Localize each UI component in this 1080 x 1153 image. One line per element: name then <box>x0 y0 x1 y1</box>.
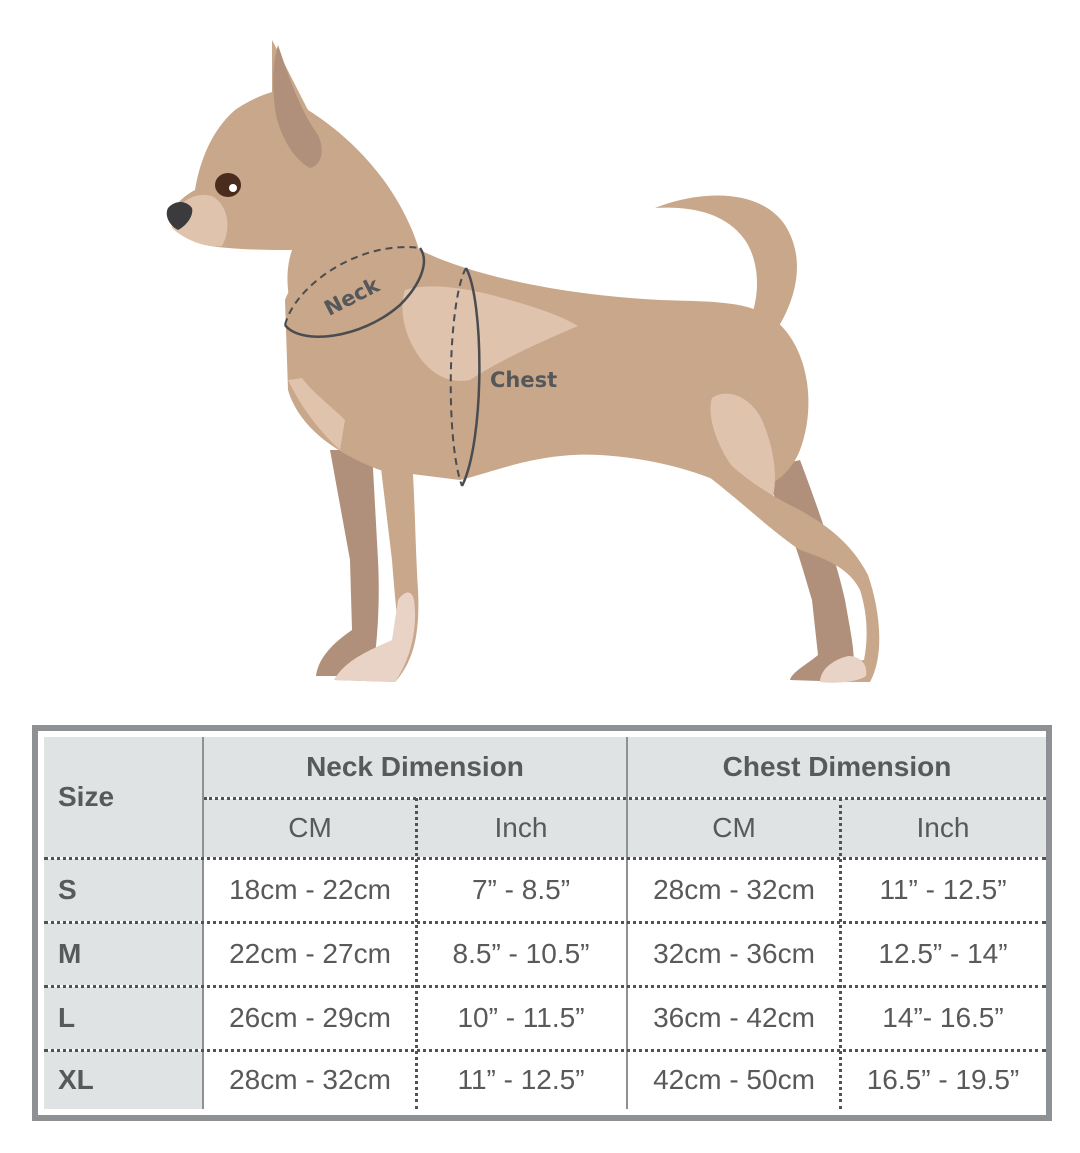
chest-inch-value: 14”- 16.5” <box>882 1002 1004 1033</box>
dog-front-leg-far <box>316 450 379 676</box>
neck-cm-value: 18cm - 22cm <box>229 874 391 905</box>
chest-label: Chest <box>490 368 558 392</box>
neck-cm-value: 22cm - 27cm <box>229 938 391 969</box>
size-cell: XL <box>44 1051 202 1109</box>
header-group-divider <box>204 797 1046 800</box>
neck-inch-value: 11” - 12.5” <box>457 1064 585 1095</box>
neck-cm-value: 26cm - 29cm <box>229 1002 391 1033</box>
row-divider <box>44 985 1046 988</box>
neck-inch-value: 10” - 11.5” <box>457 1002 585 1033</box>
row-divider <box>44 1049 1046 1052</box>
size-chart-table <box>32 725 1052 1121</box>
size-header: Size <box>44 737 202 857</box>
chest-inch-header: Inch <box>840 799 1046 857</box>
neck-inch-header: Inch <box>416 799 626 857</box>
chest-inch-value: 12.5” - 14” <box>878 938 1008 969</box>
dog-back-leg-far <box>760 460 854 682</box>
chest-inch-value: 16.5” - 19.5” <box>866 1064 1020 1095</box>
chest-cm-value: 42cm - 50cm <box>653 1064 815 1095</box>
neck-unit-divider <box>415 798 418 1109</box>
chest-cm-header: CM <box>628 799 840 857</box>
chest-inch-value: 11” - 12.5” <box>879 874 1007 905</box>
row-divider <box>44 921 1046 924</box>
neck-cm-header: CM <box>204 799 416 857</box>
dog-eye-highlight <box>229 184 237 192</box>
chest-dimension-header: Chest Dimension <box>628 737 1046 797</box>
size-cell: M <box>44 923 202 985</box>
chest-cm-value: 36cm - 42cm <box>653 1002 815 1033</box>
dog-eye <box>215 173 241 197</box>
chest-cm-value: 28cm - 32cm <box>653 874 815 905</box>
chest-unit-divider <box>839 798 842 1109</box>
neck-inch-value: 8.5” - 10.5” <box>452 938 590 969</box>
neck-cm-value: 28cm - 32cm <box>229 1064 391 1095</box>
dog-head <box>172 40 422 330</box>
size-cell: S <box>44 859 202 921</box>
neck-label: Neck <box>320 272 384 321</box>
neck-dimension-header: Neck Dimension <box>204 737 626 797</box>
header-bottom-divider <box>44 857 1046 860</box>
size-cell: L <box>44 987 202 1049</box>
chest-cm-value: 32cm - 36cm <box>653 938 815 969</box>
neck-inch-value: 7” - 8.5” <box>471 874 571 905</box>
